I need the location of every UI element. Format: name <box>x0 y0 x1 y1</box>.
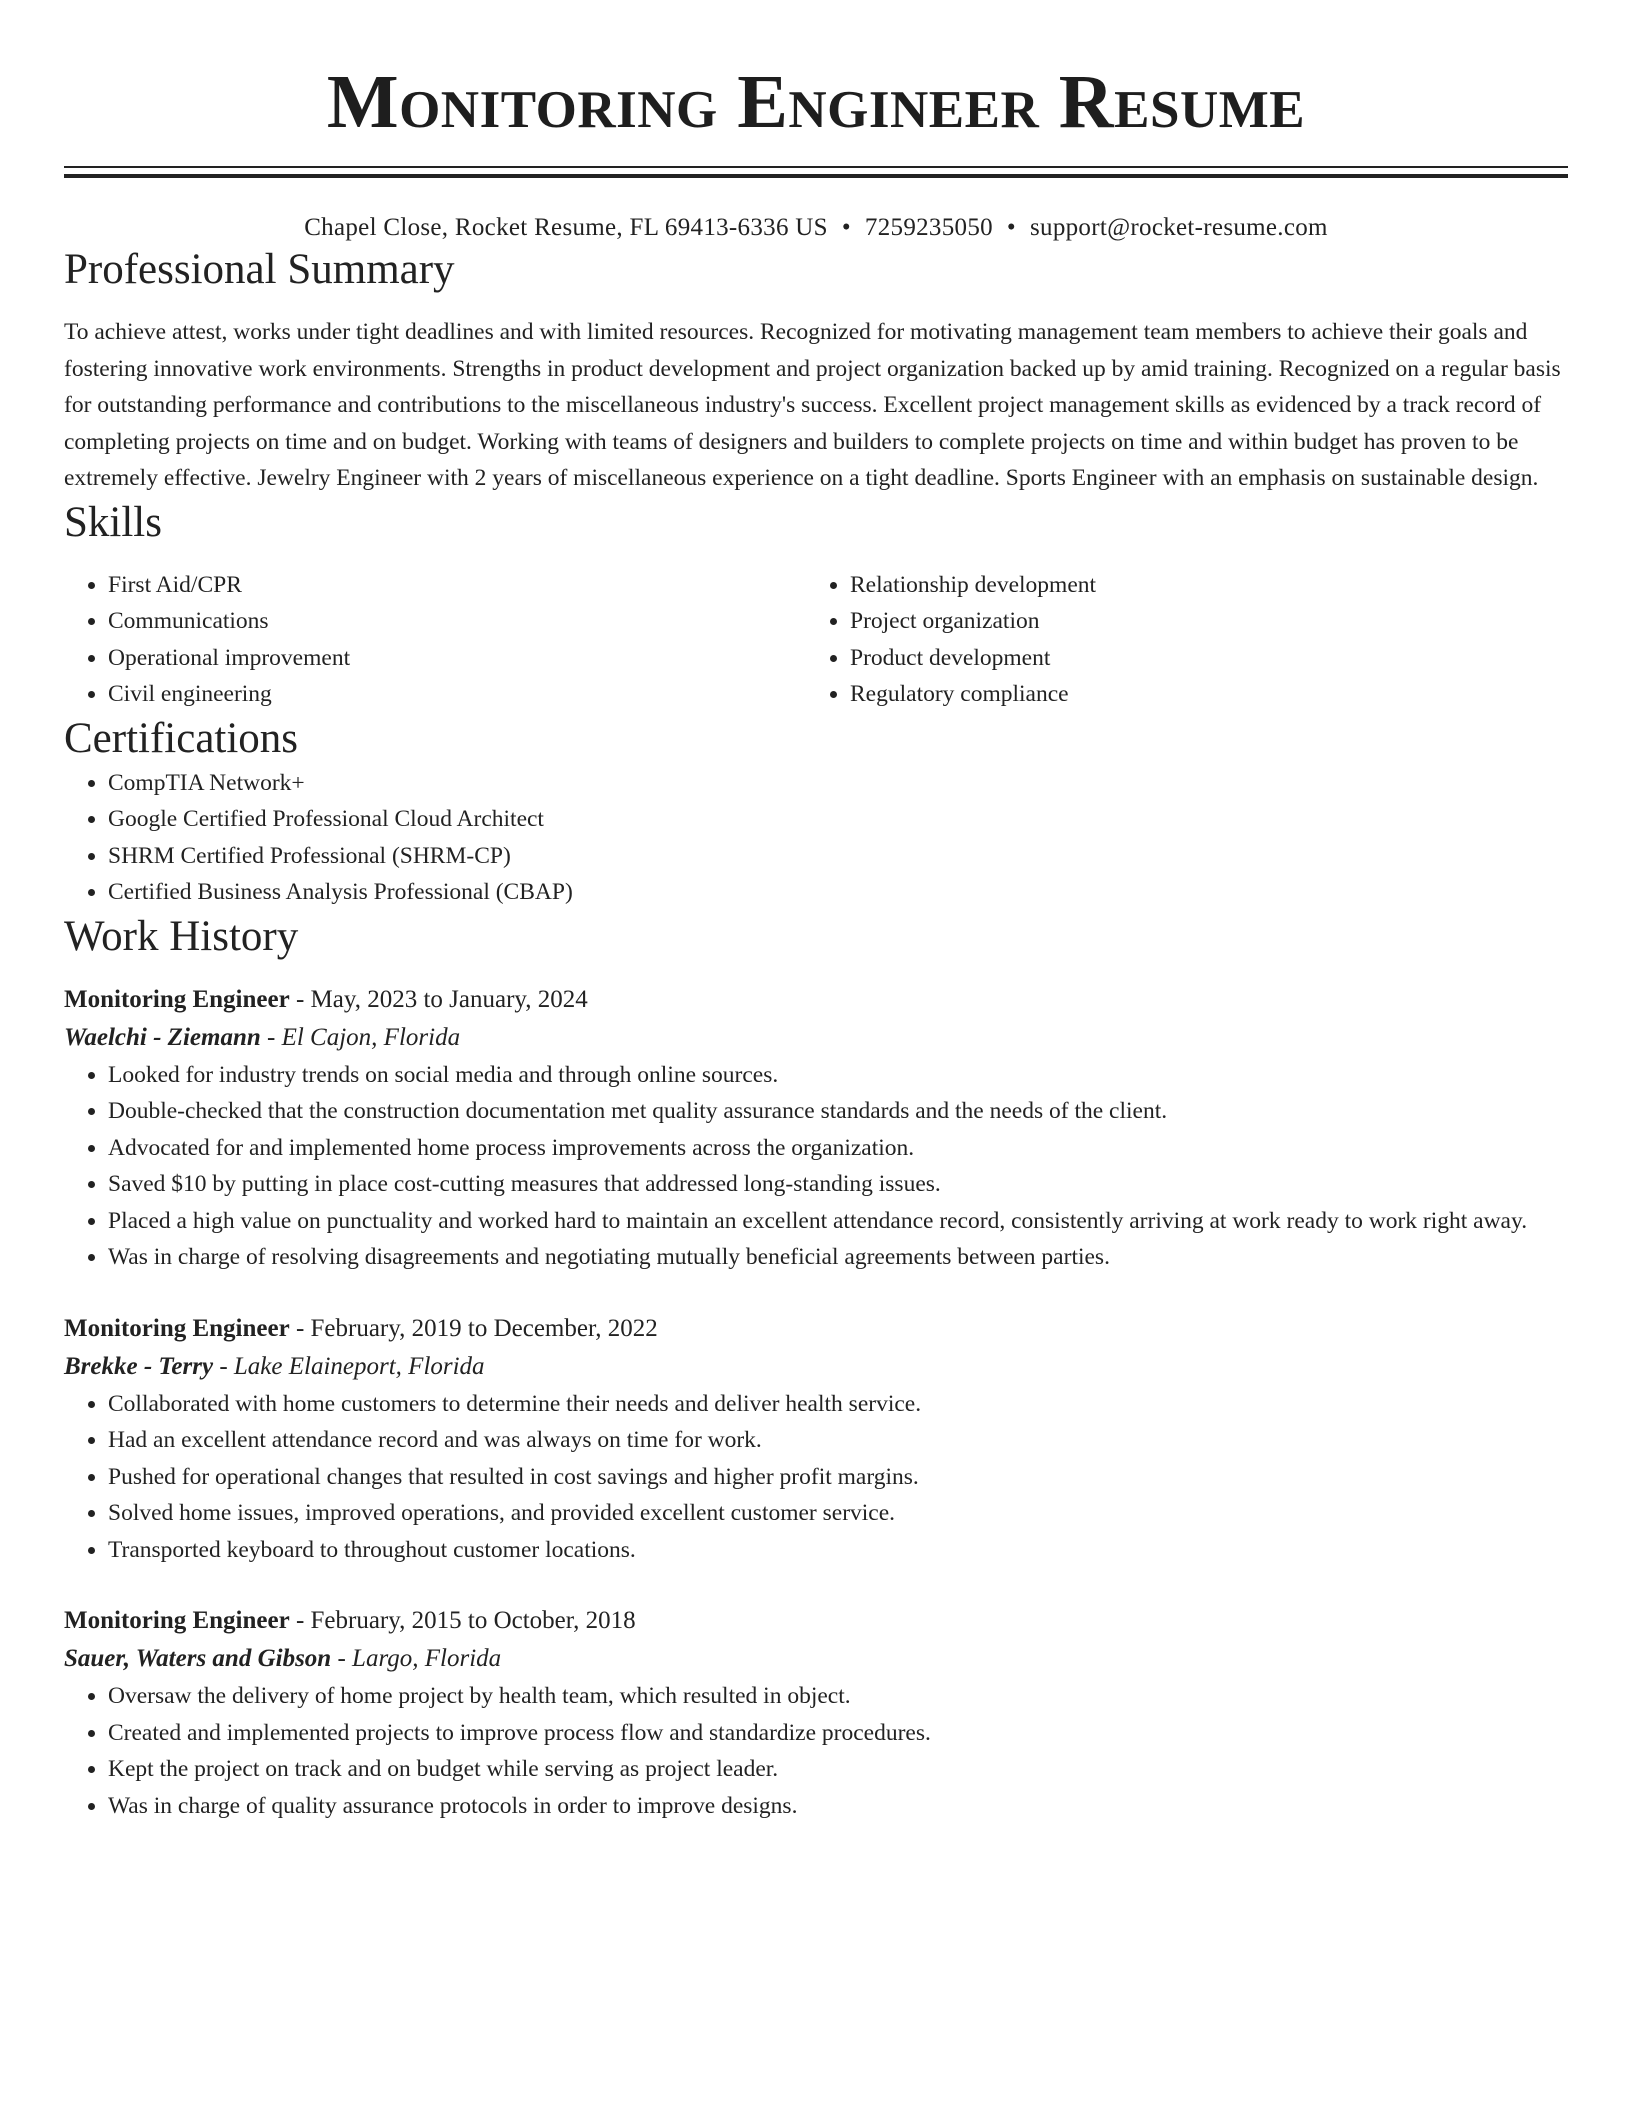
certification-item: • Google Certified Professional Cloud Architect <box>108 801 1568 838</box>
summary-text: To achieve attest, works under tight deadlines and with limited resources. Recognized for motivating management team members to achieve their goals and fostering innovative work environments. Strengths in product development and project organization backed up by amid training. Recognized on a regular basis for outstanding performance and contributions to the miscellaneous industry's success. Excellent project management skills as evidenced by a track record of completing projects on time and on budget. Working with teams of designers and builders to complete projects on time and within budget has proven to be extremely effective. Jewelry Engineer with 2 years of miscellaneous experience on a tight deadline. Sports Engineer with an emphasis on sustainable design. <box>64 319 1561 491</box>
job-company: Waelchi - Ziemann <box>64 1023 261 1051</box>
job-company-line <box>64 1640 1568 1678</box>
title-divider-thick <box>64 174 1568 178</box>
summary-section <box>64 244 1568 497</box>
job-title-line <box>64 1602 1568 1640</box>
skill-item: • Product development <box>850 640 1548 677</box>
certification-item: • SHRM Certified Professional (SHRM-CP) <box>108 838 1568 875</box>
skills-grid <box>64 567 1568 713</box>
skills-section <box>64 497 1568 713</box>
job-bullet: • Had an excellent attendance record and was always on time for work. <box>108 1422 1568 1459</box>
certifications-heading: Certifications <box>64 714 299 762</box>
job-company: Sauer, Waters and Gibson <box>64 1645 332 1672</box>
job-title-line <box>64 981 1568 1019</box>
job-bullet: • Pushed for operational changes that resulted in cost savings and higher profit margins. <box>108 1459 1568 1496</box>
job-company-line <box>64 1348 1568 1386</box>
job-entry <box>64 1310 1568 1569</box>
skills-heading: Skills <box>64 498 162 546</box>
job-title: Monitoring Engineer <box>64 985 290 1013</box>
certification-item: • CompTIA Network+ <box>108 765 1568 802</box>
job-bullet: • Was in charge of quality assurance protocols in order to improve designs. <box>108 1788 1568 1825</box>
job-dates: - February, 2015 to October, 2018 <box>289 1607 636 1634</box>
job-entry <box>64 981 1568 1276</box>
job-bullet: • Transported keyboard to throughout customer locations. <box>108 1532 1568 1569</box>
job-bullet-list <box>64 1057 1568 1276</box>
contact-email: support@rocket-resume.com <box>1029 214 1328 241</box>
certifications-section <box>64 713 1568 911</box>
contact-separator: • <box>841 214 851 241</box>
contact-address: Chapel Close, Rocket Resume, FL 69413-6336 US <box>304 214 828 241</box>
job-bullet: • Kept the project on track and on budget while serving as project leader. <box>108 1751 1568 1788</box>
job-location: - El Cajon, Florida <box>260 1023 461 1051</box>
job-bullet: • Looked for industry trends on social media and through online sources. <box>108 1057 1568 1094</box>
job-location: - Lake Elaineport, Florida <box>213 1352 485 1380</box>
certification-item: • Certified Business Analysis Professional (CBAP) <box>108 874 1568 911</box>
contact-line <box>64 212 1568 244</box>
job-bullet: • Was in charge of resolving disagreements and negotiating mutually beneficial agreements between parties. <box>108 1239 1568 1276</box>
skill-item: • Communications <box>108 603 806 640</box>
job-company: Brekke - Terry <box>64 1352 214 1380</box>
title-divider-thin <box>64 166 1568 168</box>
certifications-list <box>64 765 1568 911</box>
work-history-section <box>64 911 1568 1825</box>
contact-separator: • <box>1006 214 1016 241</box>
job-location: - Largo, Florida <box>331 1645 502 1672</box>
skill-item: • First Aid/CPR <box>108 567 806 604</box>
skill-item: • Civil engineering <box>108 676 806 713</box>
job-dates: - May, 2023 to January, 2024 <box>289 985 588 1013</box>
contact-phone: 7259235050 <box>864 214 993 241</box>
job-title: Monitoring Engineer <box>64 1314 290 1342</box>
job-company-line <box>64 1019 1568 1057</box>
skill-item: • Regulatory compliance <box>850 676 1548 713</box>
job-dates: - February, 2019 to December, 2022 <box>289 1314 658 1342</box>
job-bullet: • Collaborated with home customers to determine their needs and deliver health service. <box>108 1386 1568 1423</box>
job-bullet: • Advocated for and implemented home process improvements across the organization. <box>108 1130 1568 1167</box>
job-bullet: • Created and implemented projects to improve process flow and standardize procedures. <box>108 1715 1568 1752</box>
job-title: Monitoring Engineer <box>64 1607 290 1634</box>
skill-item: • Project organization <box>850 603 1548 640</box>
job-bullet-list <box>64 1678 1568 1824</box>
resume-title: Monitoring Engineer Resume <box>326 60 1306 144</box>
work-history-heading: Work History <box>64 912 299 960</box>
skills-list-left <box>64 567 806 713</box>
skill-item: • Operational improvement <box>108 640 806 677</box>
job-bullet: • Saved $10 by putting in place cost-cutting measures that addressed long-standing issues. <box>108 1166 1568 1203</box>
job-bullet: • Oversaw the delivery of home project by health team, which resulted in object. <box>108 1678 1568 1715</box>
job-bullet: • Solved home issues, improved operations, and provided excellent customer service. <box>108 1495 1568 1532</box>
job-title-line <box>64 1310 1568 1348</box>
skills-list-right <box>806 567 1548 713</box>
job-bullet-list <box>64 1386 1568 1569</box>
summary-heading: Professional Summary <box>64 246 455 293</box>
job-bullet: • Placed a high value on punctuality and worked hard to maintain an excellent attendance record, consistently arriving at work ready to work right away. <box>108 1203 1568 1240</box>
job-bullet: • Double-checked that the construction documentation met quality assurance standards and the needs of the client. <box>108 1093 1568 1130</box>
skill-item: • Relationship development <box>850 567 1548 604</box>
job-entry <box>64 1602 1568 1824</box>
